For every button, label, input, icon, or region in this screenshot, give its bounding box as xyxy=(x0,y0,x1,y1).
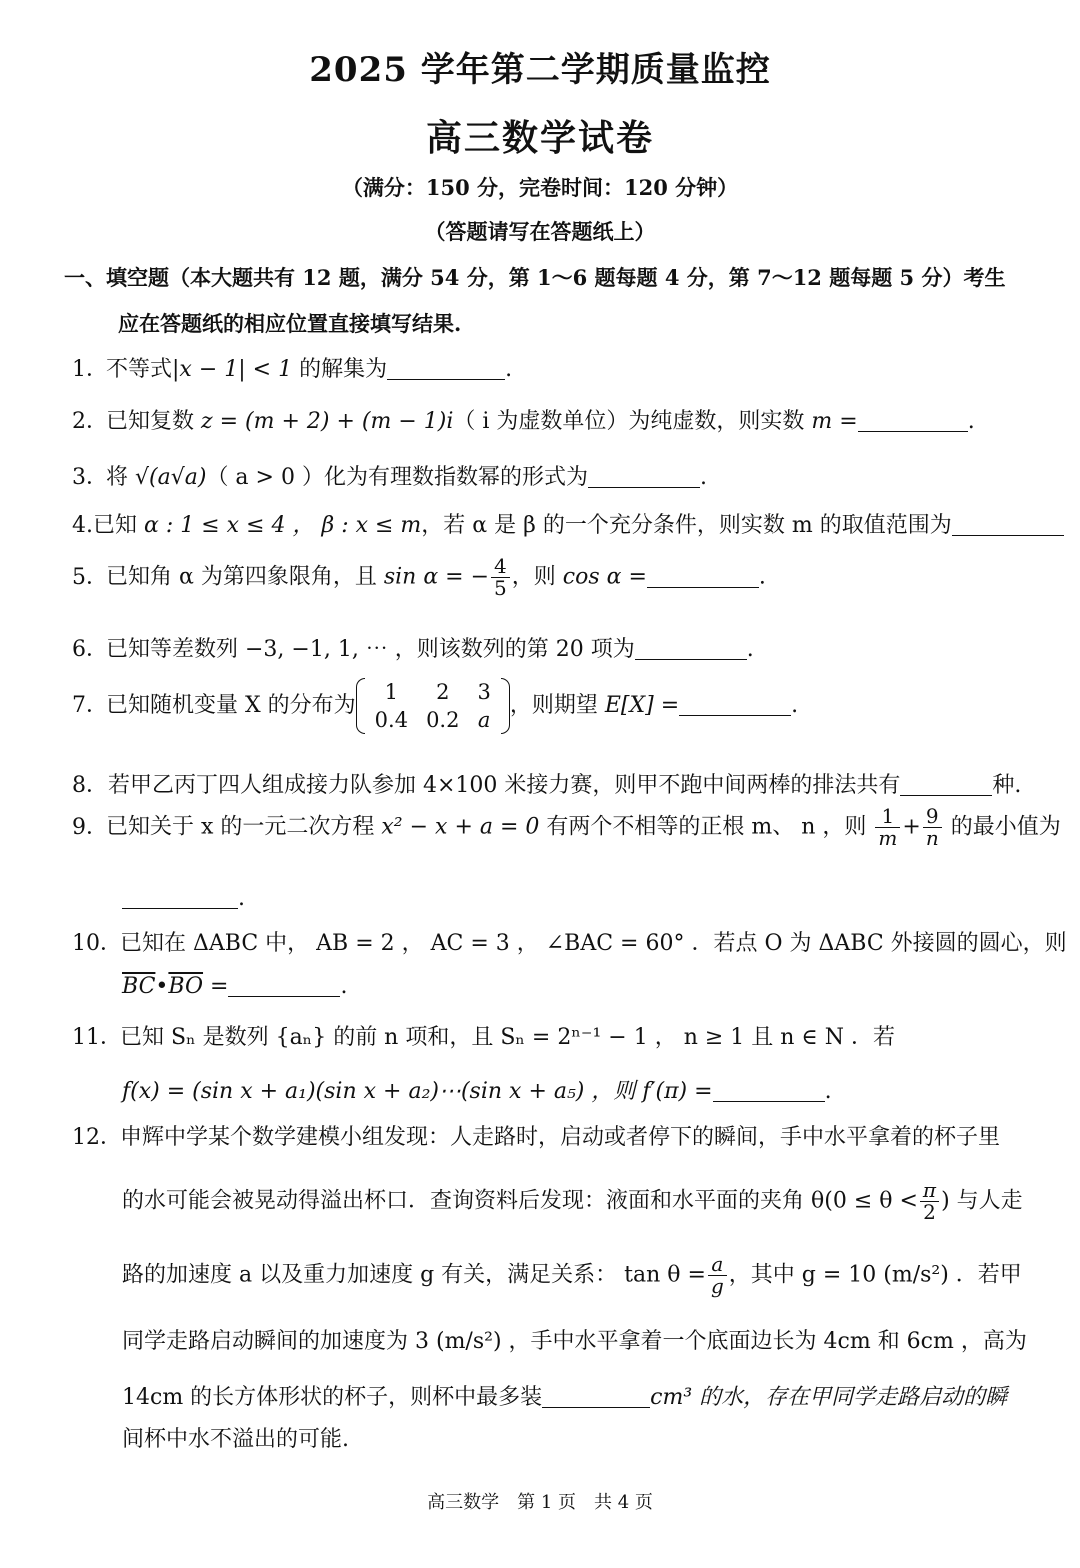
exam-info: （满分：150 分，完卷时间：120 分钟） xyxy=(341,175,739,200)
question-number: 1． xyxy=(72,357,108,382)
question-12: 12．申辉中学某个数学建模小组发现：人走路时，启动或者停下的瞬间，手中水平拿着的杯子里 xyxy=(72,1125,1001,1150)
answer-blank[interactable] xyxy=(952,513,1064,536)
exam-title: 2025 学年第二学期质量监控 xyxy=(309,50,771,90)
vector-bc: $\overline{BC}$ xyxy=(122,974,156,999)
section-heading-cont: 应在答题纸的相应位置直接填写结果. xyxy=(118,311,462,336)
answer-blank[interactable] xyxy=(713,1079,825,1102)
question-1: 1．不等式|x − 1| < 1 的解集为 . xyxy=(72,352,512,383)
question-12-line-4: 同学走路启动瞬间的加速度为 3 (m/s²) ，手中水平拿着一个底面边长为 4cm 和 6cm ，高为 xyxy=(122,1329,1027,1354)
question-12-line-2: 的水可能会被晃动得溢出杯口．查询资料后发现：液面和水平面的夹角 θ(0 ≤ θ < $\frac{\pi}{2}$ ) 与人走 xyxy=(122,1178,1023,1224)
question-3: 3．将 √(a√a)（ a > 0 ）化为有理数指数幂的形式为 . xyxy=(72,465,707,490)
question-9-answer-line: . xyxy=(122,886,245,911)
page-footer: 高三数学 第 1 页 共 4 页 xyxy=(427,1492,653,1513)
answer-blank[interactable] xyxy=(900,773,992,796)
exam-subtitle: 高三数学试卷 xyxy=(425,117,654,159)
question-6: 6．已知等差数列 −3, −1, 1, ⋯ ，则该数列的第 20 项为 . xyxy=(72,637,754,662)
question-10-cont: $\overline{BC}•\overline{BO}$ = . xyxy=(122,974,348,999)
question-4: 4.已知 α : 1 ≤ x ≤ 4 ， β : x ≤ m，若 α 是 β 的一个充分条件，则实数 m 的取值范围为 xyxy=(72,508,1064,539)
answer-blank[interactable] xyxy=(122,886,238,909)
question-2: 2．已知复数 z = (m + 2) + (m − 1)i（ i 为虚数单位）为纯虚数，则实数 m = . xyxy=(72,409,975,434)
answer-blank[interactable] xyxy=(679,693,791,716)
fraction: $\frac{a}{g}$ xyxy=(708,1254,727,1297)
fraction: $\frac{4}{5}$ xyxy=(491,556,510,599)
fraction: $\frac{1}{m}$ xyxy=(875,806,900,849)
question-12-line-6: 间杯中水不溢出的可能. xyxy=(122,1427,349,1452)
fraction: $\frac{9}{n}$ xyxy=(923,806,942,849)
answer-blank[interactable] xyxy=(542,1385,650,1408)
question-9: 9．已知关于 x 的一元二次方程 x² − x + a = 0 有两个不相等的正根 m、 n ，则 $\frac{1}{m}$ + $\frac{9}{n}$ 的最小值为 xyxy=(72,804,1061,850)
fraction: $\frac{\pi}{2}$ xyxy=(920,1180,939,1223)
question-12-line-3: 路的加速度 a 以及重力加速度 g 有关，满足关系： tan θ = $\frac{a}{g}$ ，其中 g = 10 (m/s²) ．若甲 xyxy=(122,1252,1022,1298)
question-11: 11．已知 Sₙ 是数列 {aₙ} 的前 n 项和，且 Sₙ = 2ⁿ⁻¹ − 1 ， n ≥ 1 且 n ∈ N ．若 xyxy=(72,1025,895,1050)
question-8: 8．若甲乙丙丁四人组成接力队参加 4×100 米接力赛，则甲不跑中间两棒的排法共有 种. xyxy=(72,773,1022,798)
question-10: 10．已知在 ΔABC 中， AB = 2 ， AC = 3 ， ∠BAC = 60° ．若点 O 为 ΔABC 外接圆的圆心，则 xyxy=(72,931,1067,956)
question-7: 7．已知随机变量 X 的分布为 1 2 3 0.4 0.2 a ，则期望 E[X] = . xyxy=(72,680,799,732)
vector-bo: $\overline{BO}$ xyxy=(168,974,204,999)
answer-blank[interactable] xyxy=(588,465,700,488)
answer-blank[interactable] xyxy=(228,974,340,997)
question-11-cont: f(x) = (sin x + a₁)(sin x + a₂)⋯(sin x + a₅) ，则 f′(π) = . xyxy=(122,1079,832,1104)
answer-blank[interactable] xyxy=(647,565,759,588)
distribution-matrix: 1 2 3 0.4 0.2 a xyxy=(356,678,510,734)
answer-blank[interactable] xyxy=(387,357,505,380)
question-12-line-5: 14cm 的长方体形状的杯子，则杯中最多装 cm³ 的水，存在甲同学走路启动的瞬 xyxy=(122,1385,1008,1410)
exam-note: （答题请写在答题纸上） xyxy=(424,219,656,244)
answer-blank[interactable] xyxy=(858,409,968,432)
section-heading: 一、填空题（本大题共有 12 题，满分 54 分，第 1～6 题每题 4 分，第 7～12 题每题 5 分）考生 xyxy=(64,265,1006,290)
question-5: 5．已知角 α 为第四象限角，且 sin α = − $\frac{4}{5}$ ，则 cos α = . xyxy=(72,554,766,600)
answer-blank[interactable] xyxy=(635,637,747,660)
